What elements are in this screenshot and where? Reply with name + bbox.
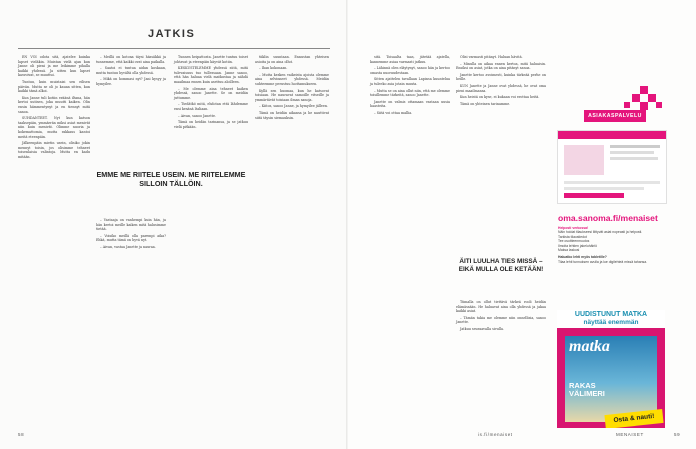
page-number-left: 58 bbox=[18, 432, 25, 437]
right-column-2-bottom bbox=[456, 300, 546, 425]
website-text-line bbox=[610, 151, 654, 154]
paragraph: – Kiitos, sanoo Janne, ja hymyilee jälleen. bbox=[259, 104, 328, 109]
paragraph: – Voisiko meillä olla parempi aika? Ehkä, mutta tämä on hyvä nyt. bbox=[96, 233, 166, 243]
pink-square bbox=[640, 86, 648, 94]
paragraph: – Minulla on aikaa ennen kertoa, mitä haluaisin. Ensiksi on asiat, jotka on aina pitänyt sanoa. bbox=[456, 61, 546, 71]
left-column-1 bbox=[18, 55, 90, 425]
paragraph: – Tämän takia me olemme niin onnellisia, sanoo Janette. bbox=[456, 315, 546, 325]
paragraph: SUHDANTEET. Nyt kun katson taaksepäin, ymmärrän miksi asiat menivät niin kuin menivät. Olimme nuoria ja kokemattomia, mutta rakkaus kantoi meitä eteenpäin. bbox=[18, 116, 90, 139]
paragraph: Jälkeenpäin mietin usein, olisiko jokin mennyt toisin, jos olisimme tehneet toisenlaisia valintoja. Mutta en kadu mitään. bbox=[18, 141, 90, 159]
website-header-bar bbox=[558, 131, 666, 139]
note-heading: Haluatko lehti myös tabletille? bbox=[558, 255, 607, 260]
paragraph: Tuntuu, kuin muistaisi sen eilisen päivän. Mutta se oli jo kauan sitten, kun kaikki tämä alkoi. bbox=[18, 79, 90, 94]
paragraph: – Siitä voi ottaa mallia. bbox=[374, 110, 413, 115]
paragraph: – Aivan, vastaa Janette ja nauraa. bbox=[100, 244, 156, 249]
paragraph: – Tiedätkö mitä, ehdotan että lähdemme ensi kesänä Italiaan. bbox=[174, 102, 248, 111]
ad-promo-block bbox=[558, 226, 666, 264]
paragraph: Tämä on heidän aikansa ja he nauttivat siitä täysin siemauksin. bbox=[255, 110, 329, 120]
pink-square bbox=[648, 94, 656, 102]
website-button bbox=[564, 193, 624, 198]
pink-square bbox=[656, 102, 662, 108]
section-title: JATKIS bbox=[148, 28, 196, 40]
right-column-1 bbox=[370, 55, 450, 425]
website-text-line bbox=[610, 157, 658, 160]
paragraph: – Saatoi ei tuntua aidan koskaan, mutta tuntuu hyvältä olla yhdessä. bbox=[96, 66, 166, 75]
right-column-2-top bbox=[456, 55, 546, 245]
paragraph: Olisi varmasti pitänyt. Haluan hävitä. bbox=[460, 55, 523, 59]
paragraph: – Ihan kokonaan. bbox=[259, 66, 288, 71]
promo-line: Tarkista tilaustiedot bbox=[558, 234, 587, 239]
pink-square bbox=[624, 102, 630, 108]
paragraph: – Me olemme aina tehneet kaiken yhdessä, sanoo Janette. Se on meidän juttumme. bbox=[174, 86, 248, 100]
paragraph: – Aivan, sanoo Janette. bbox=[178, 113, 216, 118]
paragraph: – Lähinnä olen eläytynyt, sanoo hän ja kertoo omasta nuoruudestaan. bbox=[370, 66, 450, 75]
website-image bbox=[564, 145, 604, 175]
buy-badge: Osta & nauti! bbox=[604, 409, 663, 428]
paragraph: KESKUSTELEMME yhdessä siitä, mitä tulevaisuus tuo tullessaan. Janne sanoo, että hän haluaa vielä matkustaa ja nähdä maailmaa ennen kuin asettuu aloilleen. bbox=[174, 66, 248, 84]
website-text-line bbox=[564, 181, 660, 184]
pull-quote: EMME ME RIITELE USEIN. ME RIITELEMME SILLOIN TÄLLÖIN. bbox=[96, 170, 246, 188]
magazine-ad-subtitle: näyttää enemmän bbox=[583, 319, 639, 326]
paragraph: Tiimalla on ollut tiettävä tärkeä rooli heidän elämässään. He haluavat aina olla yhdessä ja jakaa kaikki asiat. bbox=[456, 300, 546, 314]
promo-line: Maksa laskusi bbox=[558, 248, 580, 253]
paragraph: Kyllä sen huomaa, kun he katsovat toisiaan. He nauravat samoille vitseille ja ymmärtävät toisiaan ilman sanoja. bbox=[255, 88, 329, 102]
note-text: Tilaa lehti tunnuksen avulla ja lue digilehteä missä tahansa. bbox=[558, 259, 648, 264]
paragraph: – Mikä on hommasi nyt? Jani kysyy ja hymyilee. bbox=[96, 77, 166, 86]
paragraph: Kun heistä on kyse, ei kukaan voi erottaa heitä. bbox=[460, 95, 540, 100]
paragraph: Tunnen heipattosta. Janette tuntuu toiset johtavat ja eteenpäin käyvät kotiin. bbox=[174, 55, 248, 64]
pink-square bbox=[640, 102, 648, 110]
promo-line: Ilmoita lehtien jakeluhäiriö bbox=[558, 243, 598, 248]
paragraph: Sitten ajattelen tavallaan Lapinsa kuuntelua ja tuleeko asia jotain muuta. bbox=[370, 77, 450, 86]
footer-magazine-name: MENAISET bbox=[616, 432, 644, 437]
customer-service-banner: ASIAKASPALVELU bbox=[584, 110, 646, 122]
magazine-cover-feature: RAKAS VÄLIMERI bbox=[569, 381, 605, 398]
paragraph: tiiklin suuntaan. Ennustan yhteisen asioita ja on aina ollut. bbox=[255, 55, 329, 64]
left-column-4 bbox=[255, 55, 329, 425]
magazine-ad-header bbox=[557, 310, 665, 328]
magazine-ad-title: UUDISTUNUT MATKA bbox=[574, 311, 648, 318]
magazine-cover-title: matka bbox=[569, 338, 610, 355]
paragraph: Tämä on heidän tarinansa, ja se jatkuu vielä pitkään. bbox=[174, 120, 248, 129]
magazine-cover bbox=[565, 336, 657, 422]
paragraph: – Vastaaja on vanhempi kuin hän, ja hän kertoi meille kaiken mitä halusimme tietää. bbox=[96, 218, 166, 232]
paragraph: Janette on valmis ottamaan vastaan uusia haasteita. bbox=[370, 99, 450, 109]
paragraph: sitä. Toisaalta taas, jätetää ajatella, kannemme asiaa varmasti jatkuu. bbox=[370, 55, 450, 64]
magazine-ad bbox=[557, 310, 665, 428]
website-text-line bbox=[564, 187, 644, 190]
ad-url: oma.sanoma.fi/menaiset bbox=[558, 213, 658, 223]
paragraph: Tämä on yhteinen tarinamme. bbox=[460, 101, 511, 106]
paragraph: – Meillä on kotona täysi hässäkkä ja tunnemme, että kaikki ovat aina paikalla. bbox=[96, 55, 166, 64]
left-column-2-bottom bbox=[96, 218, 166, 418]
page-number-right: 59 bbox=[674, 432, 681, 437]
paragraph: – Mutta se on aina ollut niin, että me olemme toisillemme tärkeitä, sanoo Janette. bbox=[370, 88, 450, 98]
paragraph: – Mutta kesken vaikeista ajoista olemme aina selvinneet yhdessä. Meidän suhteemme perustuu luottamukseen. bbox=[255, 72, 329, 86]
pink-square bbox=[632, 94, 640, 102]
promo-line: Tee osoitteenmuutos bbox=[558, 239, 590, 244]
promo-heading: Helposti verkossa! bbox=[558, 226, 589, 230]
website-text-line bbox=[610, 145, 660, 148]
paragraph: KUN Janette ja Janne ovat yhdessä, he ovat oma pieni maailmansa. bbox=[456, 83, 546, 93]
right-pull-quote: ÄITI LUULHA TIES MISSÄ – EIKÄ MULLA OLE KETÄÄN! bbox=[458, 258, 544, 273]
promo-line: Näin hoidat tilaukseesi liittyvät asiat nopeasti ja helposti. bbox=[558, 230, 643, 235]
left-column-3 bbox=[174, 55, 248, 425]
top-rule bbox=[18, 48, 330, 49]
paragraph: Janette kertoo avoimesti, kuinka tärkeää perhe on heille. bbox=[456, 72, 546, 82]
paragraph: Jatkuu seuraavalla sivulla. bbox=[460, 326, 504, 331]
left-column-2-top bbox=[96, 55, 166, 155]
paragraph: EN VOI odota sitä, ajatelee kuinka lapset vieläkin. Muistan vielä ajan kun Janne oli pieni ja me leikimme pihalla kaikki yhdessä. Ja sitten kun lapset kasvoivat, se muuttui. bbox=[18, 55, 90, 78]
footer-url: is.fi/menaiset bbox=[478, 432, 513, 437]
paragraph: Kun Janne tuli kotiin eräänä iltana, hän kertoi uutisen, joka muutti kaiken. Olin ensin hämmentynyt ja en tiennyt mitä sanoa. bbox=[18, 95, 90, 114]
website-screenshot bbox=[557, 130, 667, 204]
